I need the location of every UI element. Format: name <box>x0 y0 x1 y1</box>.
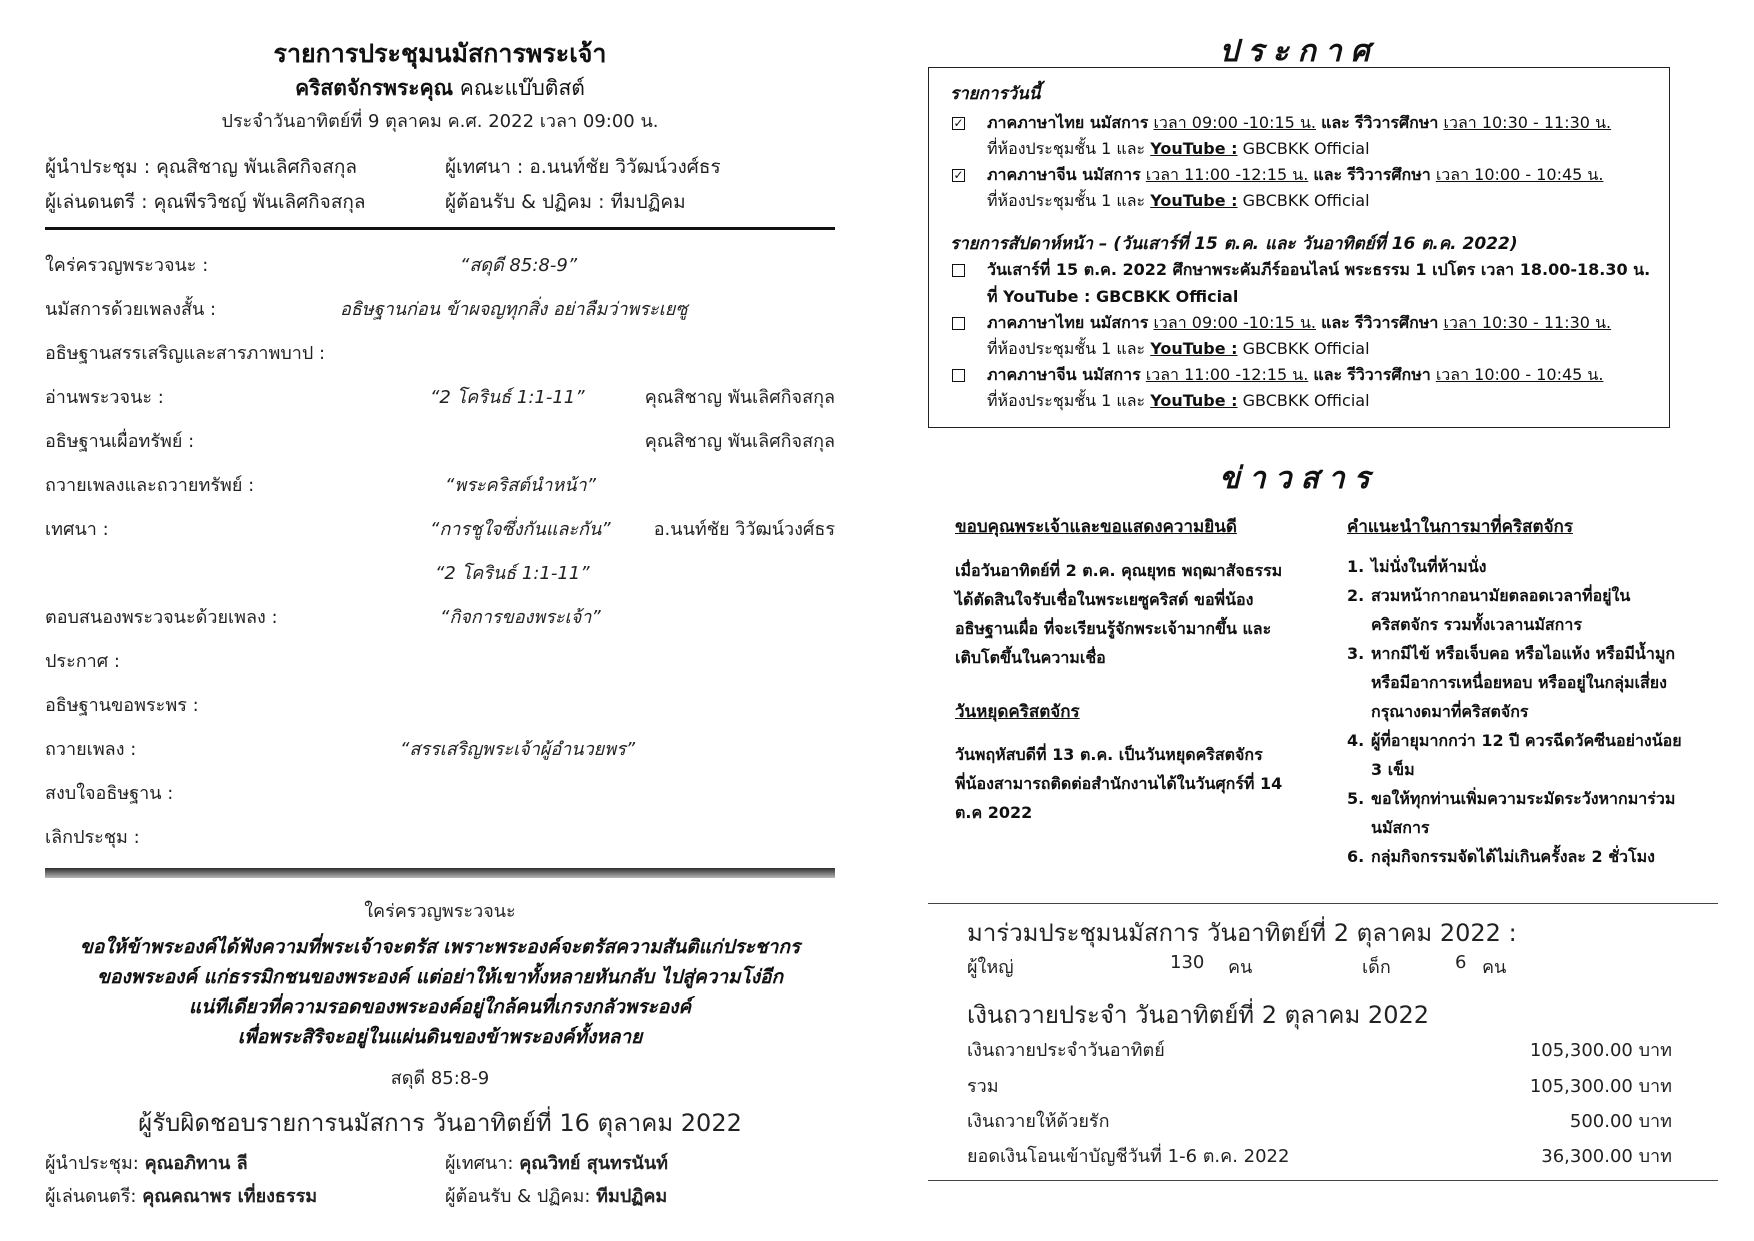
order-row <box>45 250 835 280</box>
order-song: “สรรเสริญพระเจ้าผู้อำนวยพร” <box>400 739 636 760</box>
schedule-study-time: เวลา 10:30 - 11:30 น. <box>1443 113 1612 132</box>
holiday-line: ต.ค 2022 <box>955 803 1033 822</box>
schedule-and: และ <box>1321 313 1350 332</box>
news-title: ข่าวสาร <box>1219 461 1379 496</box>
holiday-body <box>955 740 1282 827</box>
schedule-worship-time: เวลา 11:00 -12:15 น. <box>1145 165 1309 184</box>
announcements-title: ประกาศ <box>1219 34 1379 69</box>
order-label: สงบใจอธิษฐาน : <box>45 783 174 804</box>
guide-item <box>1347 726 1682 784</box>
schedule-study-time: เวลา 10:00 - 10:45 น. <box>1435 165 1604 184</box>
checkbox-unchecked <box>952 264 965 277</box>
order-song: “พระคริสต์นำหน้า” <box>445 475 596 496</box>
order-label: อ่านพระวจนะ : <box>45 387 164 408</box>
schedule-group: ภาคภาษาไทย นมัสการ <box>987 313 1149 332</box>
order-row <box>45 294 835 324</box>
order-label: เทศนา : <box>45 519 109 540</box>
offering-label: เงินถวายประจำวันอาทิตย์ <box>967 1040 1165 1061</box>
attendance-title: มาร่วมประชุมนมัสการ วันอาทิตย์ที่ 2 ตุลาคม 2022 : <box>967 919 1517 947</box>
holiday-line: วันพฤหัสบดีที่ 13 ต.ค. เป็นวันหยุดคริสตจักร <box>955 745 1263 764</box>
responsible-title: ผู้รับผิดชอบรายการนมัสการ วันอาทิตย์ที่ 16 ตุลาคม 2022 <box>138 1109 742 1137</box>
order-person: อ.นนท์ชัย วิวัฒน์วงศ์ธร <box>653 519 835 540</box>
youtube-channel: GBCBKK Official <box>1242 391 1370 410</box>
verse-heading: ใคร่ครวญพระวจนะ <box>364 901 516 922</box>
thanks-line: เมื่อวันอาทิตย์ที่ 2 ต.ค. คุณยุทธ พฤฒาสัจธรรม <box>955 561 1283 580</box>
youtube-channel: GBCBKK Official <box>1242 191 1370 210</box>
order-song: “การชูใจซึ่งกันและกัน” <box>430 519 611 540</box>
schedule-location <box>987 389 1370 414</box>
schedule-group: ภาคภาษาจีน นมัสการ <box>987 165 1141 184</box>
schedule-worship-time: เวลา 09:00 -10:15 น. <box>1153 113 1316 132</box>
next-musician-name: คุณคณาพร เที่ยงธรรม <box>142 1186 318 1207</box>
offering-amount: 500.00 บาท <box>1569 1111 1672 1132</box>
order-row <box>45 602 835 632</box>
verse-reference: สดุดี 85:8-9 <box>390 1068 490 1089</box>
offering-label: ยอดเงินโอนเข้าบัญชีวันที่ 1-6 ต.ค. 2022 <box>967 1146 1290 1167</box>
verse-line: เพื่อพระสิริจะอยู่ในแผ่นดินของข้าพระองค์ทั้งหลาย <box>237 1026 643 1048</box>
service-leader: ผู้นำประชุม : คุณสิชาญ พันเลิศกิจสกุล <box>45 156 357 178</box>
order-row <box>45 822 835 852</box>
child-label: เด็ก <box>1362 957 1391 978</box>
order-label: อธิษฐานสรรเสริญและสารภาพบาป : <box>45 343 326 364</box>
child-unit: คน <box>1482 957 1507 978</box>
order-row <box>45 646 835 676</box>
service-date: ประจำวันอาทิตย์ที่ 9 ตุลาคม ค.ศ. 2022 เวลา 09:00 น. <box>221 111 659 132</box>
thanks-line: เติบโตขึ้นในความเชื่อ <box>955 648 1106 667</box>
guide-line: หรือมีอาการเหนื่อยหอบ หรืออยู่ในกลุ่มเสี่ยง <box>1371 673 1667 692</box>
order-row <box>45 426 835 456</box>
guide-line: คริสตจักร รวมทั้งเวลานมัสการ <box>1371 615 1582 634</box>
next-leader <box>45 1148 248 1177</box>
service-musician: ผู้เล่นดนตรี : คุณพีรวิชญ์ พันเลิศกิจสกุล <box>45 191 366 213</box>
guide-item <box>1347 784 1682 842</box>
schedule-room: ที่ห้องประชุมชั้น 1 และ <box>987 339 1146 358</box>
checkbox-checked: ✓ <box>953 168 964 182</box>
service-usher: ผู้ต้อนรับ & ปฏิคม : ทีมปฏิคม <box>445 191 686 213</box>
order-label: ใคร่ครวญพระวจนะ : <box>45 255 209 276</box>
adult-label: ผู้ใหญ่ <box>967 957 1014 978</box>
schedule-room: ที่ห้องประชุมชั้น 1 และ <box>987 191 1146 210</box>
holiday-line: พี่น้องสามารถติดต่อสำนักงานได้ในวันศุกร์ที่ 14 <box>955 774 1283 793</box>
schedule-worship-time: เวลา 11:00 -12:15 น. <box>1145 365 1309 384</box>
schedule-study: รีวิวารศึกษา <box>1347 365 1431 384</box>
schedule-group: ภาคภาษาจีน นมัสการ <box>987 365 1141 384</box>
schedule-study: รีวิวารศึกษา <box>1354 313 1439 332</box>
checkbox-checked: ✓ <box>953 116 964 130</box>
youtube-link[interactable]: YouTube : <box>1150 139 1238 158</box>
schedule-line <box>987 111 1611 136</box>
thanks-heading: ขอบคุณพระเจ้าและขอแสดงความยินดี <box>955 517 1237 537</box>
schedule-and: และ <box>1313 365 1343 384</box>
guide-heading: คำแนะนำในการมาที่คริสตจักร <box>1347 517 1573 537</box>
order-person: คุณสิชาญ พันเลิศกิจสกุล <box>644 431 835 452</box>
schedule-study: รีวิวารศึกษา <box>1347 165 1431 184</box>
order-row <box>45 558 835 588</box>
guide-item <box>1347 581 1682 639</box>
offering-amount: 36,300.00 บาท <box>1541 1146 1672 1167</box>
schedule-location <box>987 189 1370 214</box>
child-count: 6 <box>1455 952 1467 973</box>
order-row <box>45 690 835 720</box>
church-name: คริสตจักรพระคุณ <box>295 76 454 100</box>
guide-line: ขอให้ทุกท่านเพิ่มความระมัดระวังหากมาร่วม <box>1371 789 1676 808</box>
order-label: ถวายเพลง : <box>45 739 137 760</box>
schedule-location <box>987 337 1370 362</box>
guide-list <box>1347 552 1682 871</box>
schedule-room: ที่ห้องประชุมชั้น 1 และ <box>987 139 1146 158</box>
saturday-study-channel: ที่ YouTube : GBCBKK Official <box>987 287 1239 306</box>
adult-unit: คน <box>1228 957 1253 978</box>
holiday-heading: วันหยุดคริสตจักร <box>955 702 1080 722</box>
verse-line: ของพระองค์ แก่ธรรมิกชนของพระองค์ แต่อย่าให้เขาทั้งหลายหันกลับ ไปสู่ความโง่อีก <box>97 966 783 988</box>
guide-line: นมัสการ <box>1371 818 1430 837</box>
schedule-location <box>987 137 1370 162</box>
divider <box>45 227 835 230</box>
order-row <box>45 338 835 368</box>
schedule-study-time: เวลา 10:00 - 10:45 น. <box>1435 365 1604 384</box>
youtube-channel: GBCBKK Official <box>1242 139 1370 158</box>
verse-text <box>45 932 835 1052</box>
saturday-study-line: วันเสาร์ที่ 15 ต.ค. 2022 ศึกษาพระคัมภีร์ออนไลน์ พระธรรม 1 เปโตร เวลา 18.00-18.30 น. <box>987 260 1651 279</box>
adult-count: 130 <box>1170 952 1205 973</box>
divider <box>928 1180 1718 1181</box>
verse-line: แน่ทีเดียวที่ความรอดของพระองค์อยู่ใกล้คนที่เกรงกลัวพระองค์ <box>188 996 692 1018</box>
guide-line: สวมหน้ากากอนามัยตลอดเวลาที่อยู่ใน <box>1371 586 1631 605</box>
church-denomination: คณะแบ๊บติสต์ <box>459 76 585 100</box>
thanks-line: อธิษฐานเผื่อ ที่จะเรียนรู้จักพระเจ้ามากขึ้น และ <box>955 619 1272 638</box>
schedule-and: และ <box>1313 165 1343 184</box>
order-label: ประกาศ : <box>45 651 120 672</box>
order-song: “2 โครินธ์ 1:1-11” <box>435 563 590 584</box>
guide-number: 4. <box>1347 731 1365 750</box>
next-usher <box>445 1181 667 1210</box>
divider <box>928 903 1718 904</box>
order-row <box>45 778 835 808</box>
thanks-body <box>955 556 1282 672</box>
youtube-link[interactable]: YouTube : <box>1150 391 1238 410</box>
order-row <box>45 734 835 764</box>
schedule-study: รีวิวารศึกษา <box>1354 113 1439 132</box>
next-preacher <box>445 1148 668 1177</box>
guide-item <box>1347 842 1682 871</box>
youtube-link[interactable]: YouTube : <box>1150 191 1238 210</box>
order-label: ตอบสนองพระวจนะด้วยเพลง : <box>45 607 278 628</box>
guide-line: ผู้ที่อายุมากกว่า 12 ปี ควรฉีดวัคซีนอย่างน้อย <box>1371 731 1682 750</box>
church-name-line <box>45 72 835 105</box>
order-row <box>45 514 835 544</box>
today-heading: รายการวันนี้ <box>950 84 1041 104</box>
next-preacher-name: คุณวิทย์ สุนทรนันท์ <box>519 1153 669 1174</box>
schedule-line <box>987 311 1611 336</box>
guide-line: ไม่นั่งในที่ห้ามนั่ง <box>1371 557 1487 576</box>
order-row <box>45 382 835 412</box>
guide-number: 2. <box>1347 586 1365 605</box>
order-song: “2 โครินธ์ 1:1-11” <box>430 387 585 408</box>
order-label: อธิษฐานขอพระพร : <box>45 695 199 716</box>
offering-label: รวม <box>967 1076 999 1097</box>
next-musician <box>45 1181 317 1210</box>
bulletin-title: รายการประชุมนมัสการพระเจ้า <box>273 39 607 68</box>
order-row <box>45 470 835 500</box>
schedule-line <box>987 163 1603 188</box>
checkbox-unchecked <box>952 317 965 330</box>
schedule-group: ภาคภาษาไทย นมัสการ <box>987 113 1149 132</box>
service-preacher: ผู้เทศนา : อ.นนท์ชัย วิวัฒน์วงศ์ธร <box>445 156 721 178</box>
order-label: เลิกประชุม : <box>45 827 140 848</box>
guide-number: 3. <box>1347 644 1365 663</box>
offering-title: เงินถวายประจำ วันอาทิตย์ที่ 2 ตุลาคม 2022 <box>967 1001 1429 1029</box>
guide-number: 5. <box>1347 789 1365 808</box>
offering-amount: 105,300.00 บาท <box>1529 1040 1672 1061</box>
verse-line: ขอให้ข้าพระองค์ได้ฟังความที่พระเจ้าจะตรัส เพราะพระองค์จะตรัสความสันติแก่ประชากร <box>79 936 801 958</box>
guide-line: 3 เข็ม <box>1371 760 1415 779</box>
next-week-heading: รายการสัปดาห์หน้า – (วันเสาร์ที่ 15 ต.ค. และ วันอาทิตย์ที่ 16 ต.ค. 2022) <box>950 234 1518 254</box>
order-song: “กิจการของพระเจ้า” <box>440 607 601 628</box>
schedule-line <box>987 363 1603 388</box>
guide-item <box>1347 552 1682 581</box>
order-person: คุณสิชาญ พันเลิศกิจสกุล <box>644 387 835 408</box>
offering-amount: 105,300.00 บาท <box>1529 1076 1672 1097</box>
next-preacher-label: ผู้เทศนา: <box>445 1153 514 1174</box>
schedule-room: ที่ห้องประชุมชั้น 1 และ <box>987 391 1146 410</box>
youtube-channel: GBCBKK Official <box>1242 339 1370 358</box>
next-usher-name: ทีมปฏิคม <box>596 1186 668 1207</box>
youtube-link[interactable]: YouTube : <box>1150 339 1238 358</box>
guide-line: กลุ่มกิจกรรมจัดได้ไม่เกินครั้งละ 2 ชั่วโมง <box>1371 847 1655 866</box>
thanks-line: ได้ตัดสินใจรับเชื่อในพระเยซูคริสต์ ขอพี่น้อง <box>955 590 1254 609</box>
guide-number: 1. <box>1347 557 1365 576</box>
guide-item <box>1347 639 1682 726</box>
next-musician-label: ผู้เล่นดนตรี: <box>45 1186 137 1207</box>
checkbox-unchecked <box>952 369 965 382</box>
schedule-study-time: เวลา 10:30 - 11:30 น. <box>1443 313 1612 332</box>
order-label: นมัสการด้วยเพลงสั้น : <box>45 299 217 320</box>
offering-label: เงินถวายให้ด้วยรัก <box>967 1111 1110 1132</box>
order-label: อธิษฐานเผื่อทรัพย์ : <box>45 431 195 452</box>
order-song: “สดุดี 85:8-9” <box>460 255 578 276</box>
guide-line: กรุณางดมาที่คริสตจักร <box>1371 702 1529 721</box>
next-usher-label: ผู้ต้อนรับ & ปฏิคม: <box>445 1186 591 1207</box>
order-song: อธิษฐานก่อน ข้าผจญทุกสิ่ง อย่าลืมว่าพระเยซู <box>340 299 688 320</box>
divider-bar <box>45 868 835 878</box>
next-leader-name: คุณอภิทาน ลี <box>144 1153 248 1174</box>
order-label: ถวายเพลงและถวายทรัพย์ : <box>45 475 255 496</box>
schedule-and: และ <box>1321 113 1350 132</box>
guide-line: หากมีไข้ หรือเจ็บคอ หรือไอแห้ง หรือมีน้ำมูก <box>1371 644 1676 663</box>
next-leader-label: ผู้นำประชุม: <box>45 1153 139 1174</box>
schedule-worship-time: เวลา 09:00 -10:15 น. <box>1153 313 1316 332</box>
guide-number: 6. <box>1347 847 1365 866</box>
